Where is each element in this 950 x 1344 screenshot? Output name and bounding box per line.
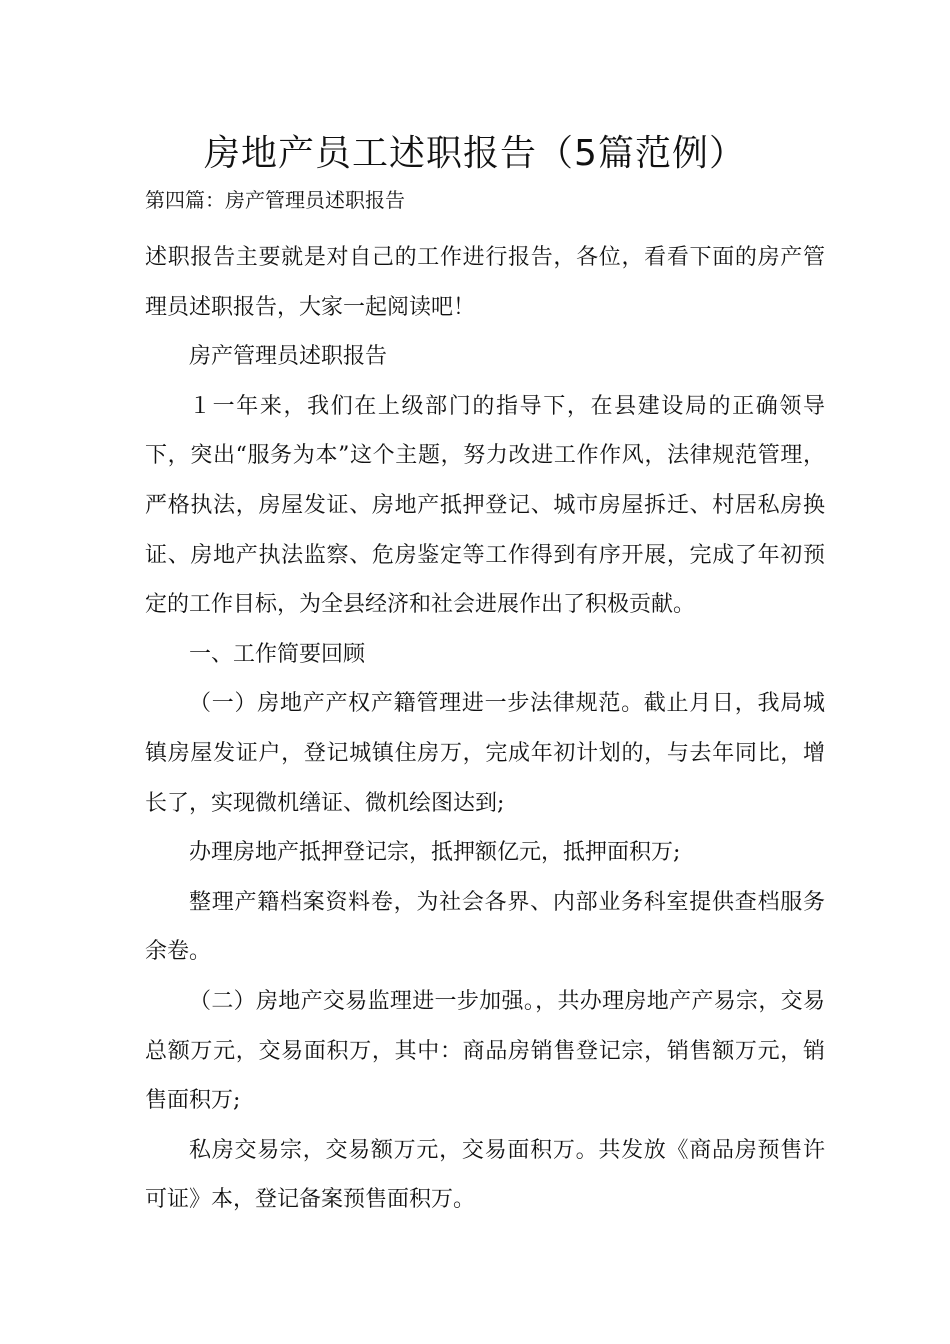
archive-paragraph: 整理产籍档案资料卷，为社会各界、内部业务科室提供查档服务余卷。 bbox=[145, 889, 825, 965]
intro-paragraph: 述职报告主要就是对自己的工作进行报告，各位，看看下面的房产管理员述职报告，大家一起阅读吧！ bbox=[145, 245, 825, 320]
document-body bbox=[145, 233, 825, 1225]
section-heading-review: 一、工作简要回顾 bbox=[189, 641, 366, 667]
report-heading: 房产管理员述职报告 bbox=[189, 344, 388, 370]
summary-paragraph: １一年来，我们在上级部门的指导下，在县建设局的正确领导下，突出“服务为本”这个主题，努力改进工作作风，法律规范管理，严格执法，房屋发证、房地产抵押登记、城市房屋拆迁、村居私房换证、房地产执法监察、危房鉴定等工作得到有序开展，完成了年初预定的工作目标，为全县经济和社会进展作出了积极贡献。 bbox=[145, 393, 825, 618]
property-rights-paragraph: （一）房地产产权产籍管理进一步法律规范。截止月日，我局城镇房屋发证户，登记城镇住房万，完成年初计划的，与去年同比，增长了，实现微机缮证、微机绘图达到; bbox=[145, 691, 825, 816]
transaction-paragraph: （二）房地产交易监理进一步加强。，共办理房地产产易宗，交易总额万元，交易面积万，其中：商品房销售登记宗，销售额万元，销售面积万; bbox=[145, 988, 825, 1114]
document-subtitle: 第四篇：房产管理员述职报告 bbox=[145, 188, 405, 212]
mortgage-paragraph: 办理房地产抵押登记宗，抵押额亿元，抵押面积万; bbox=[189, 840, 681, 866]
document-title: 房地产员工述职报告（5篇范例） bbox=[204, 133, 746, 174]
private-housing-paragraph: 私房交易宗，交易额万元，交易面积万。共发放《商品房预售许可证》本，登记备案预售面积万。 bbox=[145, 1137, 825, 1213]
